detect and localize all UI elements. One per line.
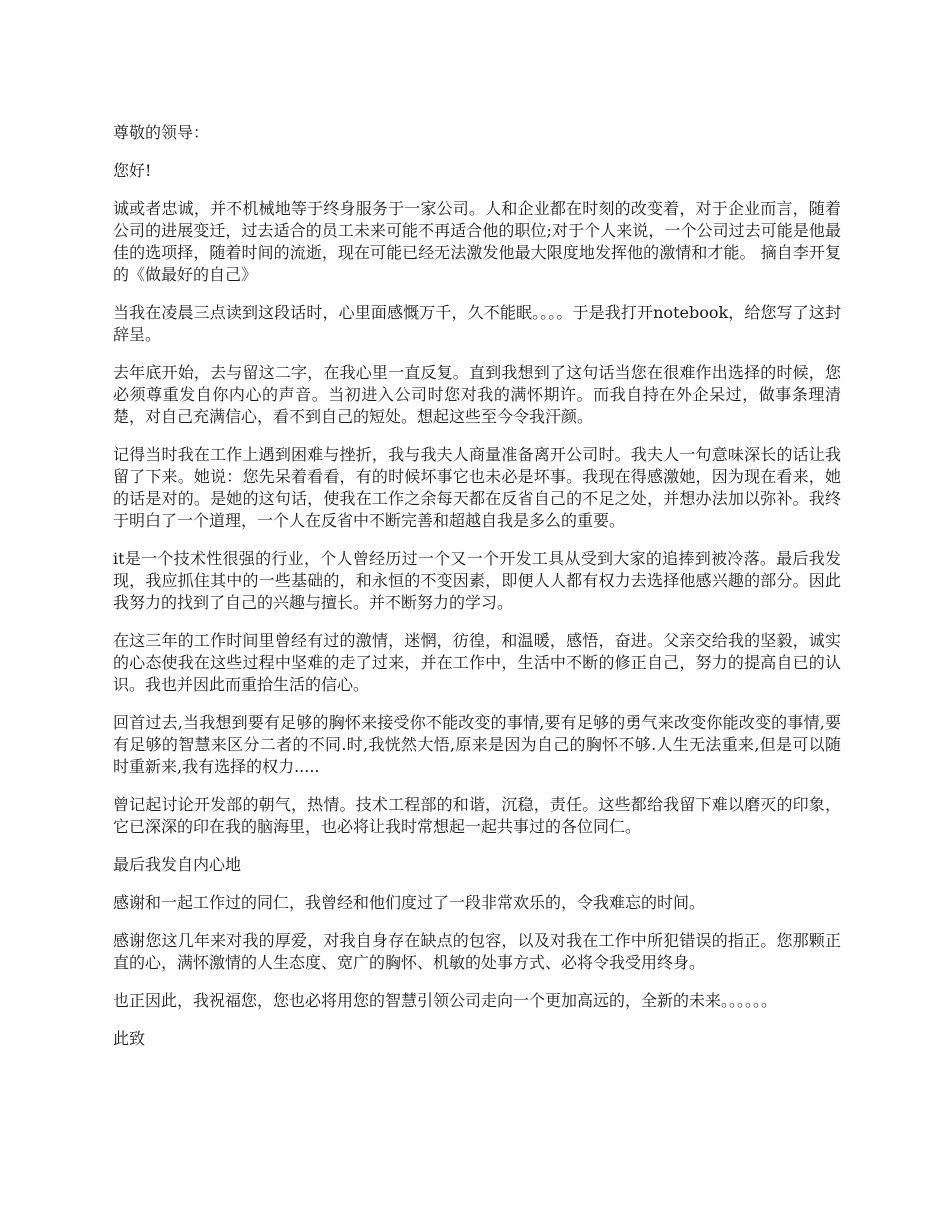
letter-body: [113, 122, 841, 1066]
salutation: 尊敬的领导：: [113, 123, 210, 142]
paragraph: 最后我发自内心地: [113, 855, 242, 874]
paragraph: 感谢和一起工作过的同仁，我曾经和他们度过了一段非常欢乐的，令我难忘的时间。: [113, 893, 706, 912]
paragraph: 记得当时我在工作上遇到困难与挫折，我与我夫人商量准备离开公司时。我夫人一句意味深长的话让我留了下来。她说：您先呆着看看，有的时候坏事它也未必是坏事。我现在得感激她，因为现在看来，她的话是对的。是她的这句话，使我在工作之余每天都在反省自己的不足之处，并想办法加以弥补。我终于明白了一个道理，一个人在反省中不断完善和超越自我是多么的重要。: [113, 445, 841, 530]
paragraph: 去年底开始，去与留这二字，在我心里一直反复。直到我想到了这句话当您在很难作出选择的时候，您必须尊重发自你内心的声音。当初进入公司时您对我的满怀期许。而我自持在外企呆过，做事条理清楚，对自己充满信心，看不到自己的短处。想起这些至今令我汗颜。: [113, 363, 841, 426]
greeting: 您好!: [113, 161, 152, 180]
paragraph: 在这三年的工作时间里曾经有过的激情，迷惘，彷徨，和温暖，感悟，奋进。父亲交给我的坚毅，诚实的心态使我在这些过程中坚难的走了过来，并在工作中，生活中不断的修正自己，努力的提高自已的认识。我也并因此而重拾生活的信心。: [113, 631, 841, 694]
paragraph: it是一个技术性很强的行业，个人曾经历过一个又一个开发工具从受到大家的追捧到被冷落。最后我发现，我应抓住其中的一些基础的，和永恒的不变因素，即便人人都有权力去选择他感兴趣的部分。因此我努力的找到了自己的兴趣与擅长。并不断努力的学习。: [113, 549, 841, 612]
paragraph: 诚或者忠诚，并不机械地等于终身服务于一家公司。人和企业都在时刻的改变着，对于企业而言，随着公司的进展变迁，过去适合的员工未来可能不再适合他的职位;对于个人来说，一个公司过去可能是他最佳的选项择，随着时间的流逝，现在可能已经无法激发他最大限度地发挥他的激情和才能。 摘自李开复的《做最好的自己》: [113, 199, 841, 284]
paragraph: 也正因此，我祝福您，您也必将用您的智慧引领公司走向一个更加高远的，全新的未来。。。。。。: [113, 991, 778, 1010]
paragraph: 感谢您这几年来对我的厚爱，对我自身存在缺点的包容，以及对我在工作中所犯错误的指正。您那颗正直的心，满怀激情的人生态度、宽广的胸怀、机敏的处事方式、必将令我受用终身。: [113, 931, 841, 972]
paragraph: 当我在凌晨三点读到这段话时，心里面感慨万千，久不能眠。。。。于是我打开notebook，给您写了这封辞呈。: [113, 303, 841, 344]
paragraph: 回首过去,当我想到要有足够的胸怀来接受你不能改变的事情,要有足够的勇气来改变你能改变的事情,要有足够的智慧来区分二者的不同.时,我恍然大悟,原来是因为自己的胸怀不够.人生无法重来,但是可以随时重新来,我有选择的权力.....: [113, 713, 841, 776]
paragraph: 曾记起讨论开发部的朝气，热情。技术工程部的和谐，沉稳，责任。这些都给我留下难以磨灭的印象，它已深深的印在我的脑海里，也必将让我时常想起一起共事过的各位同仁。: [113, 795, 841, 836]
closing: 此致: [113, 1029, 146, 1048]
